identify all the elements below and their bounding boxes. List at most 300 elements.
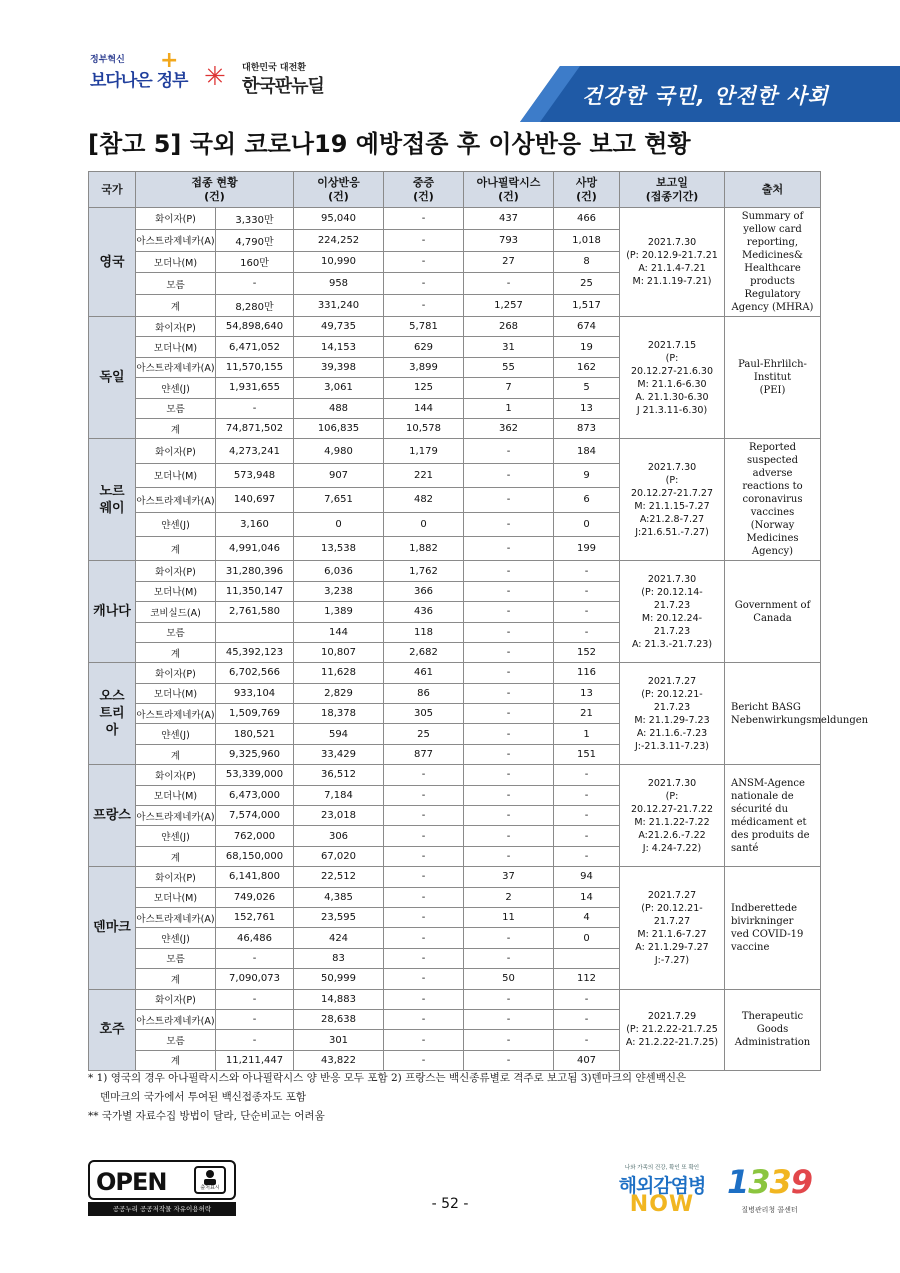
- header-vaccination: 접종 현황 (건): [136, 172, 294, 208]
- death-cell: 9: [554, 463, 620, 487]
- severe-cell: 305: [384, 704, 464, 724]
- death-cell: 873: [554, 418, 620, 438]
- vaccine-cell: 화이자(P): [136, 317, 216, 337]
- adverse-cell: 106,835: [294, 418, 384, 438]
- footnote-2: ** 국가별 자료수집 방법이 달라, 단순비교는 어려움: [88, 1110, 325, 1122]
- death-cell: 1,517: [554, 295, 620, 317]
- vaccine-cell: 모더나(M): [136, 463, 216, 487]
- vaccine-cell: 모름: [136, 948, 216, 968]
- ana-cell: -: [464, 989, 554, 1009]
- severe-cell: 118: [384, 622, 464, 642]
- death-cell: -: [554, 989, 620, 1009]
- ana-cell: -: [464, 663, 554, 683]
- death-cell: 0: [554, 928, 620, 948]
- adverse-cell: 224,252: [294, 229, 384, 251]
- report-date-cell: 2021.7.15 (P: 20.12.27-21.6.30 M: 21.1.6-6.30 A. 21.1.30-6.30 J 21.3.11-6.30): [620, 317, 725, 439]
- table-row: [89, 208, 821, 230]
- severe-cell: -: [384, 1009, 464, 1029]
- table-header-row: [89, 172, 821, 208]
- hotline-caption: 질병관리청 콜센터: [741, 1206, 798, 1214]
- adverse-cell: 49,735: [294, 317, 384, 337]
- gov-logo-small-text: 정부혁신: [90, 55, 125, 65]
- death-cell: 19: [554, 337, 620, 357]
- death-cell: -: [554, 602, 620, 622]
- report-date-cell: 2021.7.27 (P: 20.12.21-21.7.23 M: 21.1.29-7.23 A: 21.1.6.-7.23 J:-21.3.11-7.23): [620, 663, 725, 765]
- starburst-icon: ✳: [204, 62, 226, 92]
- vacc-cell: 4,273,241: [216, 439, 294, 463]
- severe-cell: -: [384, 867, 464, 887]
- ana-cell: 1: [464, 398, 554, 418]
- vaccine-cell: 아스트라제네카(A): [136, 357, 216, 377]
- vacc-cell: -: [216, 1009, 294, 1029]
- vaccine-cell: 계: [136, 969, 216, 989]
- adverse-cell: 43,822: [294, 1050, 384, 1070]
- severe-cell: -: [384, 1050, 464, 1070]
- ana-cell: -: [464, 704, 554, 724]
- death-cell: -: [554, 765, 620, 785]
- ana-cell: -: [464, 488, 554, 512]
- report-date-cell: 2021.7.27 (P: 20.12.21-21.7.27 M: 21.1.6-7.27 A: 21.1.29-7.27 J:-7.27): [620, 867, 725, 989]
- adverse-cell: 22,512: [294, 867, 384, 887]
- death-cell: -: [554, 1030, 620, 1050]
- death-cell: 5: [554, 378, 620, 398]
- ana-cell: 362: [464, 418, 554, 438]
- table-row: [89, 561, 821, 581]
- vaccine-cell: 모더나(M): [136, 581, 216, 601]
- vacc-cell: 6,141,800: [216, 867, 294, 887]
- report-date-cell: 2021.7.29 (P: 21.2.22-21.7.25 A: 21.2.22-21.7.25): [620, 989, 725, 1071]
- ana-cell: -: [464, 806, 554, 826]
- vaccine-cell: 얀센(J): [136, 826, 216, 846]
- adverse-cell: 594: [294, 724, 384, 744]
- vacc-cell: 9,325,960: [216, 744, 294, 764]
- vaccine-cell: 아스트라제네카(A): [136, 488, 216, 512]
- adverse-cell: 6,036: [294, 561, 384, 581]
- severe-cell: -: [384, 295, 464, 317]
- new-deal-small-text: 대한민국 대전환: [242, 63, 306, 73]
- slogan-text: 건강한 국민, 안전한 사회: [582, 84, 829, 108]
- vaccine-cell: 모더나(M): [136, 683, 216, 703]
- death-cell: 151: [554, 744, 620, 764]
- adverse-cell: 301: [294, 1030, 384, 1050]
- death-cell: -: [554, 806, 620, 826]
- adverse-cell: 4,980: [294, 439, 384, 463]
- vacc-cell: 68,150,000: [216, 846, 294, 866]
- death-cell: -: [554, 622, 620, 642]
- death-cell: -: [554, 1009, 620, 1029]
- severe-cell: 144: [384, 398, 464, 418]
- ana-cell: -: [464, 273, 554, 295]
- adverse-cell: 7,184: [294, 785, 384, 805]
- adverse-cell: 23,595: [294, 907, 384, 927]
- vaccine-cell: 화이자(P): [136, 989, 216, 1009]
- vacc-cell: 53,339,000: [216, 765, 294, 785]
- vacc-cell: 573,948: [216, 463, 294, 487]
- vaccine-cell: 얀센(J): [136, 724, 216, 744]
- adverse-cell: 144: [294, 622, 384, 642]
- ana-cell: 37: [464, 867, 554, 887]
- overseas-infection-now-logo: [612, 1163, 712, 1219]
- adverse-cell: 13,538: [294, 536, 384, 560]
- severe-cell: -: [384, 1030, 464, 1050]
- ana-cell: -: [464, 463, 554, 487]
- death-cell: 8: [554, 251, 620, 273]
- vacc-cell: 2,761,580: [216, 602, 294, 622]
- adverse-cell: 18,378: [294, 704, 384, 724]
- death-cell: 4: [554, 907, 620, 927]
- severe-cell: 461: [384, 663, 464, 683]
- vacc-cell: [216, 622, 294, 642]
- severe-cell: -: [384, 806, 464, 826]
- footnote-1: * 1) 영국의 경우 아나필락시스와 아나필락시스 양 반응 모두 포함 2) 프랑스는 백신종류별로 격주로 보고됨 3)덴마크의 얀센백신은: [88, 1072, 687, 1084]
- death-cell: -: [554, 561, 620, 581]
- country-cell: 독일: [89, 317, 136, 439]
- ana-cell: -: [464, 1030, 554, 1050]
- korean-new-deal-logo: [204, 58, 344, 98]
- table-row: [89, 663, 821, 683]
- adverse-cell: 3,061: [294, 378, 384, 398]
- adverse-cell: 306: [294, 826, 384, 846]
- hotline-digit: 3: [748, 1163, 770, 1201]
- vaccine-cell: 모름: [136, 273, 216, 295]
- ana-cell: 793: [464, 229, 554, 251]
- adverse-cell: 10,990: [294, 251, 384, 273]
- header-anaphylaxis: 아나필락시스 (건): [464, 172, 554, 208]
- adverse-cell: 3,238: [294, 581, 384, 601]
- severe-cell: 1,179: [384, 439, 464, 463]
- vaccine-cell: 화이자(P): [136, 439, 216, 463]
- severe-cell: 125: [384, 378, 464, 398]
- severe-cell: -: [384, 846, 464, 866]
- table-body: [89, 208, 869, 1071]
- adverse-cell: 83: [294, 948, 384, 968]
- adverse-cell: 331,240: [294, 295, 384, 317]
- death-cell: 466: [554, 208, 620, 230]
- death-cell: 13: [554, 398, 620, 418]
- adverse-cell: 4,385: [294, 887, 384, 907]
- ana-cell: 55: [464, 357, 554, 377]
- adverse-cell: 10,807: [294, 642, 384, 662]
- ana-cell: -: [464, 439, 554, 463]
- vacc-cell: 160만: [216, 251, 294, 273]
- death-cell: 674: [554, 317, 620, 337]
- source-cell: Paul-Ehrlilch-Institut (PEI): [725, 317, 821, 439]
- ana-cell: -: [464, 785, 554, 805]
- report-date-cell: 2021.7.30 (P: 20.12.27-21.7.22 M: 21.1.22-7.22 A:21.2.6.-7.22 J: 4.24-7.22): [620, 765, 725, 867]
- death-cell: -: [554, 581, 620, 601]
- ana-cell: -: [464, 744, 554, 764]
- source-cell: Reported suspected adverse reactions to coronavirus vaccines (Norway Medicines Agency): [725, 439, 821, 561]
- attribution-person-icon: [194, 1166, 226, 1194]
- vacc-cell: 6,473,000: [216, 785, 294, 805]
- vaccine-cell: 모름: [136, 1030, 216, 1050]
- vaccine-cell: 아스트라제네카(A): [136, 806, 216, 826]
- adverse-cell: 95,040: [294, 208, 384, 230]
- severe-cell: 2,682: [384, 642, 464, 662]
- now-title: 해외감염병: [618, 1175, 706, 1197]
- vacc-cell: 31,280,396: [216, 561, 294, 581]
- severe-cell: 86: [384, 683, 464, 703]
- ana-cell: -: [464, 683, 554, 703]
- source-cell: ANSM-Agence nationale de sécurité du médicament et des produits de santé: [725, 765, 821, 867]
- severe-cell: -: [384, 273, 464, 295]
- header-death: 사망 (건): [554, 172, 620, 208]
- table-row: [89, 989, 821, 1009]
- gov-logo-text: 보다나은 정부: [90, 71, 188, 91]
- adverse-cell: 33,429: [294, 744, 384, 764]
- severe-cell: -: [384, 969, 464, 989]
- death-cell: 0: [554, 512, 620, 536]
- vaccine-cell: 아스트라제네카(A): [136, 1009, 216, 1029]
- severe-cell: -: [384, 229, 464, 251]
- ana-cell: 31: [464, 337, 554, 357]
- kogl-caption: 공공누리 공공저작물 자유이용허락: [88, 1202, 236, 1216]
- ana-cell: -: [464, 826, 554, 846]
- ana-cell: 268: [464, 317, 554, 337]
- ana-cell: 50: [464, 969, 554, 989]
- source-cell: Indberettede bivirkninger ved COVID-19 vaccine: [725, 867, 821, 989]
- death-cell: -: [554, 846, 620, 866]
- adverse-cell: 14,153: [294, 337, 384, 357]
- vaccine-cell: 모더나(M): [136, 785, 216, 805]
- country-cell: 호주: [89, 989, 136, 1071]
- vacc-cell: 3,330만: [216, 208, 294, 230]
- death-cell: 112: [554, 969, 620, 989]
- country-cell: 캐나다: [89, 561, 136, 663]
- vaccine-cell: 얀센(J): [136, 512, 216, 536]
- vacc-cell: 180,521: [216, 724, 294, 744]
- severe-cell: 629: [384, 337, 464, 357]
- ana-cell: -: [464, 928, 554, 948]
- adverse-cell: 0: [294, 512, 384, 536]
- severe-cell: -: [384, 928, 464, 948]
- adverse-cell: 67,020: [294, 846, 384, 866]
- plus-icon: +: [160, 48, 179, 73]
- report-date-cell: 2021.7.30 (P: 20.12.14-21.7.23 M: 20.12.24-21.7.23 A: 21.3.-21.7.23): [620, 561, 725, 663]
- gov-innovation-logo: [90, 48, 190, 100]
- ana-cell: -: [464, 536, 554, 560]
- vaccine-cell: 계: [136, 744, 216, 764]
- adverse-cell: 14,883: [294, 989, 384, 1009]
- adverse-cell: 907: [294, 463, 384, 487]
- death-cell: 13: [554, 683, 620, 703]
- severe-cell: -: [384, 785, 464, 805]
- death-cell: 6: [554, 488, 620, 512]
- vaccine-cell: 계: [136, 295, 216, 317]
- hotline-digit: 9: [790, 1163, 813, 1201]
- severe-cell: 482: [384, 488, 464, 512]
- vaccine-cell: 아스트라제네카(A): [136, 704, 216, 724]
- country-cell: 덴마크: [89, 867, 136, 989]
- footnote-1-cont: 덴마크의 국가에서 투여된 백신접종자도 포함: [100, 1091, 307, 1103]
- ana-cell: 1,257: [464, 295, 554, 317]
- vaccine-cell: 코비실드(A): [136, 602, 216, 622]
- vaccine-cell: 얀센(J): [136, 928, 216, 948]
- ana-cell: -: [464, 846, 554, 866]
- vaccine-cell: 화이자(P): [136, 765, 216, 785]
- header-severe: 중증 (건): [384, 172, 464, 208]
- ana-cell: 437: [464, 208, 554, 230]
- ana-cell: -: [464, 765, 554, 785]
- ana-cell: -: [464, 561, 554, 581]
- footnotes: [88, 1069, 828, 1126]
- vacc-cell: 1,509,769: [216, 704, 294, 724]
- vacc-cell: 3,160: [216, 512, 294, 536]
- vaccine-cell: 계: [136, 846, 216, 866]
- vacc-cell: 4,991,046: [216, 536, 294, 560]
- hotline-digit: 1: [726, 1163, 749, 1201]
- vaccine-cell: 모름: [136, 398, 216, 418]
- vacc-cell: 762,000: [216, 826, 294, 846]
- death-cell: 162: [554, 357, 620, 377]
- severe-cell: -: [384, 887, 464, 907]
- ana-cell: -: [464, 1009, 554, 1029]
- death-cell: 94: [554, 867, 620, 887]
- adverse-cell: 11,628: [294, 663, 384, 683]
- vacc-cell: 1,931,655: [216, 378, 294, 398]
- vacc-cell: 11,570,155: [216, 357, 294, 377]
- severe-cell: 1,882: [384, 536, 464, 560]
- vacc-cell: 933,104: [216, 683, 294, 703]
- country-cell: 오스 트리 아: [89, 663, 136, 765]
- vacc-cell: -: [216, 948, 294, 968]
- vacc-cell: 6,471,052: [216, 337, 294, 357]
- adverse-cell: 28,638: [294, 1009, 384, 1029]
- source-cell: Therapeutic Goods Administration: [725, 989, 821, 1071]
- adverse-cell: 488: [294, 398, 384, 418]
- vaccine-cell: 모더나(M): [136, 887, 216, 907]
- vacc-cell: -: [216, 1030, 294, 1050]
- ana-cell: -: [464, 602, 554, 622]
- vacc-cell: 8,280만: [216, 295, 294, 317]
- death-cell: -: [554, 785, 620, 805]
- ana-cell: 11: [464, 907, 554, 927]
- severe-cell: -: [384, 989, 464, 1009]
- source-cell: Government of Canada: [725, 561, 821, 663]
- death-cell: 1: [554, 724, 620, 744]
- header-report-date: 보고일 (접종기간): [620, 172, 725, 208]
- adverse-cell: 1,389: [294, 602, 384, 622]
- page-title: [참고 5] 국외 코로나19 예방접종 후 이상반응 보고 현황: [88, 130, 691, 158]
- page-number: - 52 -: [431, 1196, 469, 1212]
- page-header: [0, 0, 900, 125]
- severe-cell: 366: [384, 581, 464, 601]
- vacc-cell: -: [216, 273, 294, 295]
- death-cell: 116: [554, 663, 620, 683]
- header-source: 출처: [725, 172, 821, 208]
- header-country: 국가: [89, 172, 136, 208]
- severe-cell: -: [384, 765, 464, 785]
- vacc-cell: 46,486: [216, 928, 294, 948]
- new-deal-text: 한국판뉴딜: [242, 76, 324, 97]
- death-cell: 14: [554, 887, 620, 907]
- attribution-label: 출처표시: [200, 1185, 220, 1191]
- severe-cell: 5,781: [384, 317, 464, 337]
- table-row: [89, 867, 821, 887]
- adverse-reaction-table: [88, 171, 869, 1071]
- vaccine-cell: 아스트라제네카(A): [136, 229, 216, 251]
- severe-cell: -: [384, 208, 464, 230]
- vaccine-cell: 아스트라제네카(A): [136, 907, 216, 927]
- table-row: [89, 439, 821, 463]
- table-row: [89, 317, 821, 337]
- death-cell: 199: [554, 536, 620, 560]
- vacc-cell: 7,090,073: [216, 969, 294, 989]
- vacc-cell: 7,574,000: [216, 806, 294, 826]
- ana-cell: -: [464, 724, 554, 744]
- vacc-cell: 54,898,640: [216, 317, 294, 337]
- vacc-cell: 6,702,566: [216, 663, 294, 683]
- vacc-cell: 45,392,123: [216, 642, 294, 662]
- ana-cell: 7: [464, 378, 554, 398]
- source-cell: Summary of yellow card reporting, Medicines& Healthcare products Regulatory Agency (MHRA): [725, 208, 821, 317]
- adverse-cell: 7,651: [294, 488, 384, 512]
- severe-cell: 221: [384, 463, 464, 487]
- vacc-cell: -: [216, 398, 294, 418]
- death-cell: 21: [554, 704, 620, 724]
- ana-cell: 27: [464, 251, 554, 273]
- table-row: [89, 765, 821, 785]
- death-cell: 184: [554, 439, 620, 463]
- vaccine-cell: 모더나(M): [136, 337, 216, 357]
- adverse-cell: 2,829: [294, 683, 384, 703]
- adverse-cell: 958: [294, 273, 384, 295]
- death-cell: 152: [554, 642, 620, 662]
- ana-cell: -: [464, 1050, 554, 1070]
- report-date-cell: 2021.7.30 (P: 20.12.9-21.7.21 A: 21.1.4-7.21 M: 21.1.19-7.21): [620, 208, 725, 317]
- now-word: NOW: [629, 1192, 695, 1217]
- vaccine-cell: 화이자(P): [136, 561, 216, 581]
- vacc-cell: 4,790만: [216, 229, 294, 251]
- vaccine-cell: 계: [136, 536, 216, 560]
- ana-cell: -: [464, 948, 554, 968]
- severe-cell: 877: [384, 744, 464, 764]
- vacc-cell: -: [216, 989, 294, 1009]
- report-date-cell: 2021.7.30 (P: 20.12.27-21.7.27 M: 21.1.15-7.27 A:21.2.8-7.27 J:21.6.51.-7.27): [620, 439, 725, 561]
- vaccine-cell: 모름: [136, 622, 216, 642]
- death-cell: 407: [554, 1050, 620, 1070]
- severe-cell: 436: [384, 602, 464, 622]
- severe-cell: -: [384, 948, 464, 968]
- severe-cell: -: [384, 251, 464, 273]
- ana-cell: -: [464, 642, 554, 662]
- vaccine-cell: 계: [136, 642, 216, 662]
- death-cell: [554, 948, 620, 968]
- ana-cell: 2: [464, 887, 554, 907]
- vaccine-cell: 계: [136, 1050, 216, 1070]
- death-cell: 1,018: [554, 229, 620, 251]
- header-adverse: 이상반응 (건): [294, 172, 384, 208]
- country-cell: 노르 웨이: [89, 439, 136, 561]
- severe-cell: 10,578: [384, 418, 464, 438]
- source-cell: Bericht BASG Nebenwirkungsmeldungen: [725, 663, 821, 765]
- now-caption: 나와 가족의 건강, 확인 또 확인: [624, 1165, 700, 1171]
- death-cell: 25: [554, 273, 620, 295]
- hotline-1339-logo: [722, 1163, 817, 1219]
- severe-cell: 25: [384, 724, 464, 744]
- severe-cell: 1,762: [384, 561, 464, 581]
- vacc-cell: 74,871,502: [216, 418, 294, 438]
- vacc-cell: 152,761: [216, 907, 294, 927]
- vaccine-cell: 모더나(M): [136, 251, 216, 273]
- severe-cell: 3,899: [384, 357, 464, 377]
- severe-cell: -: [384, 907, 464, 927]
- adverse-cell: 424: [294, 928, 384, 948]
- open-box: [88, 1160, 236, 1200]
- vaccine-cell: 계: [136, 418, 216, 438]
- vacc-cell: 749,026: [216, 887, 294, 907]
- severe-cell: 0: [384, 512, 464, 536]
